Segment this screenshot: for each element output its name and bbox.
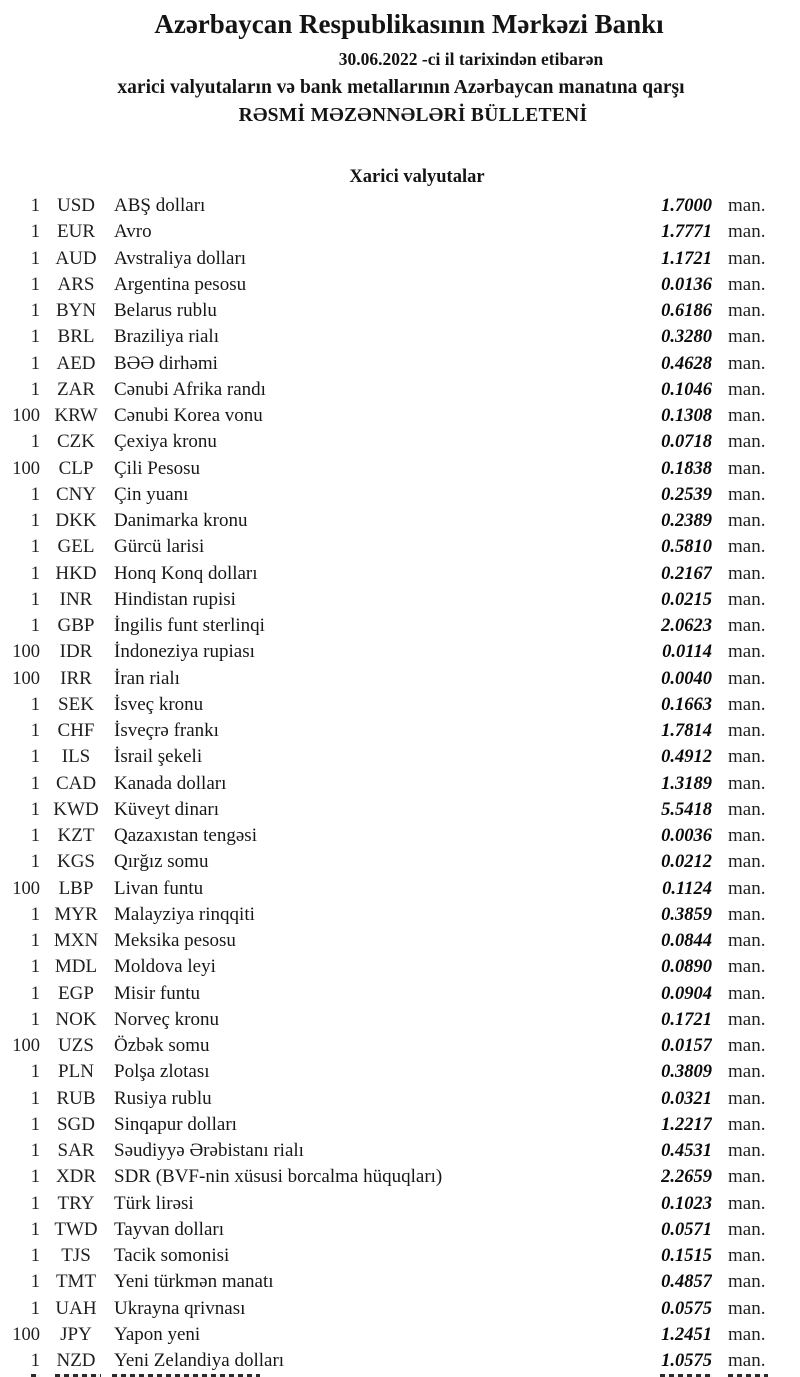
currency-row xyxy=(0,797,800,823)
currency-code: EGP xyxy=(58,982,94,1004)
currency-quantity: 1 xyxy=(30,931,40,951)
currency-row xyxy=(0,981,800,1007)
currency-code: KWD xyxy=(53,798,99,820)
currency-code: DKK xyxy=(55,510,97,531)
unit-label: man. xyxy=(728,431,766,453)
currency-quantity: 1 xyxy=(30,826,40,846)
currency-quantity: 1 xyxy=(30,1219,40,1240)
currency-quantity: 100 xyxy=(12,642,40,663)
bulletin-title: RƏSMİ MƏZƏNNƏLƏRİ BÜLLETENİ xyxy=(238,105,588,126)
currency-code: GEL xyxy=(57,536,95,558)
unit-label: man. xyxy=(728,378,766,400)
currency-code: HKD xyxy=(55,562,97,584)
currency-name: Yeni türkmən manatı xyxy=(114,1271,274,1293)
currency-rate: 0.0157 xyxy=(661,1036,712,1056)
currency-name: İndoneziya rupiası xyxy=(114,641,255,663)
currency-rate: 0.0718 xyxy=(661,432,712,453)
unit-label: man. xyxy=(728,300,766,321)
currency-quantity: 1 xyxy=(30,1167,40,1188)
currency-name: Honq Konq dolları xyxy=(114,562,258,584)
currency-name: Braziliya rialı xyxy=(114,326,219,348)
section-title-foreign-currencies: Xarici valyutalar xyxy=(349,167,485,187)
currency-row xyxy=(0,246,800,272)
currency-code: CNY xyxy=(55,483,97,505)
currency-name: BƏƏ dirhəmi xyxy=(114,352,218,374)
currency-code: ARS xyxy=(57,273,95,295)
currency-rate: 0.0036 xyxy=(661,826,712,846)
unit-label: man. xyxy=(728,1192,766,1214)
currency-row xyxy=(0,377,800,403)
unit-label: man. xyxy=(728,457,766,479)
currency-code: MXN xyxy=(53,930,99,951)
currency-quantity: 1 xyxy=(30,196,40,216)
currency-quantity: 1 xyxy=(30,1114,40,1135)
unit-label: man. xyxy=(728,1166,766,1188)
currency-row xyxy=(0,1348,800,1374)
currency-name: Avro xyxy=(114,221,152,243)
currency-row xyxy=(0,744,800,770)
currency-row xyxy=(0,298,800,324)
currency-rate: 0.3809 xyxy=(661,1062,712,1083)
currency-row xyxy=(0,823,800,849)
currency-name: Çin yuanı xyxy=(114,483,189,505)
currency-rate: 0.5810 xyxy=(661,537,712,558)
currency-quantity: 1 xyxy=(30,904,40,925)
currency-quantity: 1 xyxy=(30,1272,40,1293)
currency-code: TMT xyxy=(55,1271,97,1293)
currency-row xyxy=(0,1033,800,1059)
currency-row xyxy=(0,482,800,508)
currency-quantity: 1 xyxy=(30,1351,40,1371)
currency-quantity: 1 xyxy=(30,511,40,531)
currency-quantity: 1 xyxy=(30,1141,40,1161)
currency-name: İsveçrə frankı xyxy=(114,720,219,741)
currency-row xyxy=(0,508,800,534)
unit-label: man. xyxy=(728,1035,766,1056)
unit-label: man. xyxy=(728,772,766,794)
currency-code: NOK xyxy=(55,1008,97,1030)
currency-quantity: 1 xyxy=(30,537,40,558)
unit-label: man. xyxy=(728,1323,766,1345)
unit-label: man. xyxy=(728,1061,766,1083)
currency-code: SGD xyxy=(56,1113,95,1135)
currency-name: Çexiya kronu xyxy=(114,431,217,453)
unit-label: man. xyxy=(728,195,766,216)
currency-row xyxy=(0,403,800,429)
currency-rate: 0.1308 xyxy=(661,406,712,426)
currency-name: Qazaxıstan tengəsi xyxy=(114,825,257,846)
currency-code: UZS xyxy=(58,1035,94,1056)
currency-name: İsrail şekeli xyxy=(114,746,203,768)
currency-rate: 0.0114 xyxy=(662,642,712,663)
currency-name: Tayvan dolları xyxy=(114,1218,224,1240)
currency-rate: 0.0321 xyxy=(661,1088,712,1109)
unit-label: man. xyxy=(728,1113,766,1135)
effective-date-line: 30.06.2022 -ci il tarixindən etibarən xyxy=(338,49,604,69)
unit-label: man. xyxy=(728,1245,766,1266)
currency-row xyxy=(0,954,800,980)
currency-row xyxy=(0,771,800,797)
currency-name: Sinqapur dolları xyxy=(114,1113,237,1135)
unit-label: man. xyxy=(728,247,766,269)
currency-row xyxy=(0,534,800,560)
currency-name: Malayziya rinqqiti xyxy=(114,903,255,925)
currency-quantity: 1 xyxy=(30,957,40,978)
currency-row xyxy=(0,324,800,350)
currency-quantity: 1 xyxy=(30,1193,40,1214)
currency-name: SDR (BVF-nin xüsusi borcalma hüquqları) xyxy=(114,1166,443,1188)
currency-name: Cənubi Korea vonu xyxy=(114,405,263,426)
currency-rate: 0.1663 xyxy=(661,694,712,715)
currency-name: Avstraliya dolları xyxy=(114,247,247,269)
currency-rate: 0.1721 xyxy=(661,1009,712,1030)
currency-code: CZK xyxy=(57,431,95,453)
unit-label: man. xyxy=(728,1271,766,1293)
unit-label: man. xyxy=(728,693,766,715)
currency-rate: 0.4857 xyxy=(661,1272,712,1293)
currency-quantity: 100 xyxy=(12,878,40,899)
currency-rate: 0.1515 xyxy=(661,1246,712,1266)
currency-table xyxy=(0,193,800,1374)
currency-quantity: 1 xyxy=(30,274,40,295)
currency-name: Tacik somonisi xyxy=(114,1245,230,1266)
currency-code: BYN xyxy=(55,300,97,321)
currency-row xyxy=(0,272,800,298)
currency-quantity: 1 xyxy=(30,484,40,505)
currency-row xyxy=(0,1243,800,1269)
currency-code: IDR xyxy=(59,641,93,663)
currency-name: İran rialı xyxy=(114,667,180,689)
currency-row xyxy=(0,1217,800,1243)
currency-code: CHF xyxy=(57,720,95,741)
currency-name: Türk lirəsi xyxy=(114,1192,194,1214)
currency-row xyxy=(0,1059,800,1085)
currency-name: Moldova leyi xyxy=(114,956,216,978)
unit-label: man. xyxy=(728,405,766,426)
currency-name: Qırğız somu xyxy=(114,851,209,873)
currency-name: Gürcü larisi xyxy=(114,536,205,558)
currency-code: KGS xyxy=(56,851,95,873)
currency-quantity: 1 xyxy=(30,432,40,453)
currency-quantity: 1 xyxy=(30,379,40,400)
currency-code: MYR xyxy=(54,903,98,925)
currency-name: Danimarka kronu xyxy=(114,510,248,531)
currency-rate: 0.0890 xyxy=(661,957,712,978)
currency-rate: 0.1046 xyxy=(661,379,712,400)
currency-rate: 0.0571 xyxy=(661,1219,712,1240)
currency-name: Cənubi Afrika randı xyxy=(114,378,266,400)
currency-name: Polşa zlotası xyxy=(114,1061,210,1083)
currency-name: Yapon yeni xyxy=(114,1323,201,1345)
unit-label: man. xyxy=(728,825,766,846)
currency-code: BRL xyxy=(57,326,95,348)
unit-label: man. xyxy=(728,352,766,374)
currency-code: UAH xyxy=(55,1297,97,1319)
unit-label: man. xyxy=(728,536,766,558)
currency-rate: 0.1838 xyxy=(661,458,712,479)
unit-label: man. xyxy=(728,1218,766,1240)
currency-code: SEK xyxy=(58,693,94,715)
currency-row xyxy=(0,429,800,455)
currency-row xyxy=(0,1007,800,1033)
currency-name: Misir funtu xyxy=(114,982,201,1004)
currency-quantity: 100 xyxy=(12,406,40,426)
currency-quantity: 1 xyxy=(30,248,40,269)
currency-row xyxy=(0,1086,800,1112)
currency-row xyxy=(0,1296,800,1322)
currency-name: Rusiya rublu xyxy=(114,1087,212,1109)
currency-code: CLP xyxy=(58,457,94,479)
unit-label: man. xyxy=(728,510,766,531)
currency-quantity: 1 xyxy=(30,747,40,768)
currency-code: XDR xyxy=(55,1166,97,1188)
unit-label: man. xyxy=(728,798,766,820)
currency-quantity: 1 xyxy=(30,983,40,1004)
currency-row xyxy=(0,639,800,665)
currency-name: İsveç kronu xyxy=(114,693,204,715)
unit-label: man. xyxy=(728,667,766,689)
currency-row xyxy=(0,928,800,954)
currency-code: EUR xyxy=(57,221,95,243)
currency-code: JPY xyxy=(60,1323,92,1345)
currency-name: Belarus rublu xyxy=(114,300,217,321)
currency-row xyxy=(0,1191,800,1217)
currency-row xyxy=(0,193,800,219)
currency-rate: 0.6186 xyxy=(661,301,712,321)
currency-rate: 0.2389 xyxy=(661,511,712,531)
currency-code: KZT xyxy=(57,825,95,846)
currency-row xyxy=(0,692,800,718)
currency-code: CAD xyxy=(55,772,97,794)
currency-rate: 0.3859 xyxy=(661,904,712,925)
currency-rate: 1.2451 xyxy=(661,1324,712,1345)
currency-row xyxy=(0,849,800,875)
unit-label: man. xyxy=(728,562,766,584)
currency-name: Norveç kronu xyxy=(114,1008,219,1030)
currency-rate: 0.1023 xyxy=(661,1193,712,1214)
currency-row xyxy=(0,876,800,902)
currency-quantity: 1 xyxy=(30,301,40,321)
unit-label: man. xyxy=(728,851,766,873)
currency-quantity: 1 xyxy=(30,1246,40,1266)
currency-row xyxy=(0,902,800,928)
currency-code: TJS xyxy=(61,1245,91,1266)
unit-label: man. xyxy=(728,1140,766,1161)
unit-label: man. xyxy=(728,273,766,295)
currency-code: NZD xyxy=(56,1350,96,1371)
currency-quantity: 100 xyxy=(12,458,40,479)
currency-row xyxy=(0,351,800,377)
clipped-next-row-glyph-tops xyxy=(0,1373,800,1377)
currency-quantity: 100 xyxy=(12,1324,40,1345)
currency-row xyxy=(0,1138,800,1164)
unit-label: man. xyxy=(728,956,766,978)
currency-name: Meksika pesosu xyxy=(114,930,236,951)
currency-name: Səudiyyə Ərəbistanı rialı xyxy=(114,1140,304,1161)
currency-rate: 0.0212 xyxy=(661,852,712,873)
currency-name: Argentina pesosu xyxy=(114,273,247,295)
currency-rate: 1.0575 xyxy=(661,1351,712,1371)
currency-quantity: 1 xyxy=(30,721,40,741)
unit-label: man. xyxy=(728,221,766,243)
currency-quantity: 100 xyxy=(12,1036,40,1056)
currency-code: ILS xyxy=(61,746,91,768)
currency-quantity: 1 xyxy=(30,327,40,348)
currency-rate: 1.1721 xyxy=(661,248,712,269)
currency-rate: 0.4531 xyxy=(661,1141,712,1161)
currency-row xyxy=(0,1322,800,1348)
currency-row xyxy=(0,456,800,482)
currency-code: IRR xyxy=(60,667,92,689)
currency-quantity: 1 xyxy=(30,1062,40,1083)
currency-name: İngilis funt sterlinqi xyxy=(114,615,265,636)
currency-rate: 0.2167 xyxy=(661,563,712,584)
currency-row xyxy=(0,718,800,744)
unit-label: man. xyxy=(728,615,766,636)
currency-code: KRW xyxy=(54,405,98,426)
currency-rate: 0.0136 xyxy=(661,274,712,295)
currency-quantity: 1 xyxy=(30,1088,40,1109)
currency-quantity: 1 xyxy=(30,773,40,794)
currency-rate: 1.3189 xyxy=(661,773,712,794)
currency-rate: 0.0904 xyxy=(661,983,712,1004)
currency-rate: 0.4628 xyxy=(661,353,712,374)
currency-quantity: 1 xyxy=(30,1298,40,1319)
currency-code: AED xyxy=(56,352,96,374)
currency-row xyxy=(0,561,800,587)
currency-quantity: 1 xyxy=(30,589,40,610)
currency-row xyxy=(0,1112,800,1138)
bulletin-subtitle: xarici valyutaların və bank metallarının Azərbaycan manatına qarşı xyxy=(117,77,685,98)
currency-name: Küveyt dinarı xyxy=(114,798,220,820)
currency-quantity: 1 xyxy=(30,222,40,243)
currency-rate: 0.1124 xyxy=(662,878,712,899)
unit-label: man. xyxy=(728,746,766,768)
unit-label: man. xyxy=(728,1008,766,1030)
bank-title: Azərbaycan Respublikasının Mərkəzi Bankı xyxy=(154,9,664,39)
currency-quantity: 1 xyxy=(30,852,40,873)
currency-rate: 0.3280 xyxy=(661,327,712,348)
currency-rate: 1.7771 xyxy=(661,222,712,243)
currency-quantity: 100 xyxy=(12,668,40,689)
currency-name: Yeni Zelandiya dolları xyxy=(114,1350,285,1371)
currency-quantity: 1 xyxy=(30,616,40,636)
currency-code: ZAR xyxy=(57,378,95,400)
unit-label: man. xyxy=(728,1297,766,1319)
currency-code: TWD xyxy=(54,1218,98,1240)
currency-rate: 0.0040 xyxy=(661,668,712,689)
currency-name: Çili Pesosu xyxy=(114,457,201,479)
currency-name: Livan funtu xyxy=(114,877,204,899)
currency-code: USD xyxy=(56,195,95,216)
unit-label: man. xyxy=(728,483,766,505)
currency-code: MDL xyxy=(54,956,98,978)
unit-label: man. xyxy=(728,930,766,951)
currency-quantity: 1 xyxy=(30,1009,40,1030)
unit-label: man. xyxy=(728,588,766,610)
currency-quantity: 1 xyxy=(30,353,40,374)
currency-row xyxy=(0,587,800,613)
unit-label: man. xyxy=(728,877,766,899)
currency-row xyxy=(0,219,800,245)
unit-label: man. xyxy=(728,326,766,348)
currency-rate: 0.0844 xyxy=(661,931,712,951)
currency-code: LBP xyxy=(58,877,94,899)
currency-code: SAR xyxy=(57,1140,95,1161)
currency-rate: 2.0623 xyxy=(661,616,712,636)
currency-quantity: 1 xyxy=(30,799,40,820)
currency-code: RUB xyxy=(56,1087,96,1109)
currency-code: GBP xyxy=(57,615,95,636)
currency-rate: 1.2217 xyxy=(661,1114,712,1135)
currency-code: PLN xyxy=(58,1061,94,1083)
currency-quantity: 1 xyxy=(30,563,40,584)
currency-rate: 5.5418 xyxy=(661,799,712,820)
currency-row xyxy=(0,1164,800,1190)
currency-rate: 2.2659 xyxy=(661,1167,712,1188)
unit-label: man. xyxy=(728,903,766,925)
currency-name: Ukrayna qrivnası xyxy=(114,1297,246,1319)
unit-label: man. xyxy=(728,982,766,1004)
unit-label: man. xyxy=(728,641,766,663)
currency-rate: 0.2539 xyxy=(661,484,712,505)
currency-rate: 1.7814 xyxy=(661,721,712,741)
currency-row xyxy=(0,613,800,639)
currency-code: AUD xyxy=(55,247,97,269)
currency-rate: 0.0215 xyxy=(661,589,712,610)
currency-name: Kanada dolları xyxy=(114,772,227,794)
currency-rate: 1.7000 xyxy=(661,196,712,216)
currency-code: TRY xyxy=(57,1192,95,1214)
currency-row xyxy=(0,1269,800,1295)
currency-rate: 0.0575 xyxy=(661,1298,712,1319)
currency-quantity: 1 xyxy=(30,694,40,715)
unit-label: man. xyxy=(728,720,766,741)
currency-row xyxy=(0,666,800,692)
unit-label: man. xyxy=(728,1350,766,1371)
unit-label: man. xyxy=(728,1087,766,1109)
currency-rate: 0.4912 xyxy=(661,747,712,768)
currency-name: Özbək somu xyxy=(114,1035,210,1056)
currency-name: Hindistan rupisi xyxy=(114,588,236,610)
currency-name: ABŞ dolları xyxy=(114,195,206,216)
currency-code: INR xyxy=(59,588,93,610)
